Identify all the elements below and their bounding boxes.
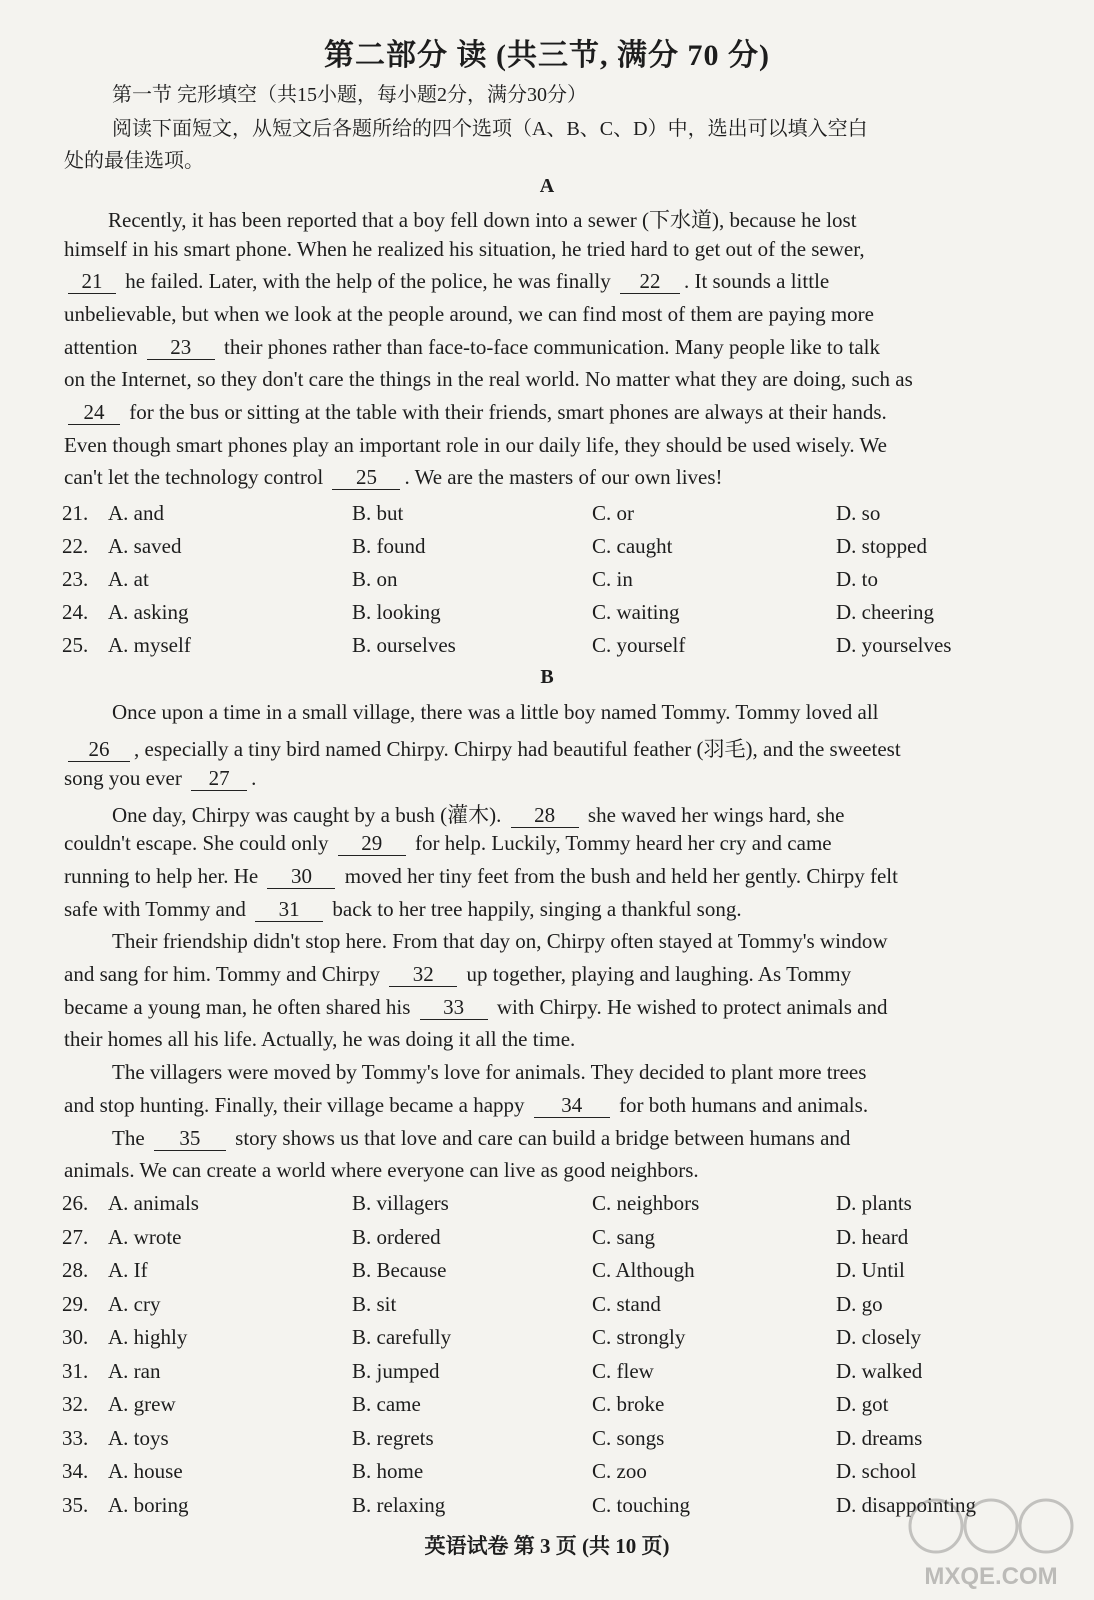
- question-row: [62, 1292, 1042, 1320]
- question-number: 33.: [62, 1425, 89, 1450]
- option-c[interactable]: C. zoo: [592, 1459, 647, 1483]
- option-b[interactable]: B. came: [352, 1392, 421, 1416]
- question-number: 22.: [62, 534, 89, 558]
- blank-31[interactable]: 31: [255, 898, 323, 922]
- question-row: [62, 1426, 1042, 1454]
- blank-24[interactable]: 24: [68, 401, 120, 425]
- blank-32[interactable]: 32: [389, 963, 457, 987]
- question-row: [62, 501, 1042, 529]
- blank-22[interactable]: 22: [620, 270, 680, 294]
- option-d[interactable]: D. closely: [836, 1325, 922, 1349]
- part-title: 第二部分 读 (共三节, 满分 70 分): [324, 39, 770, 72]
- passage-b-line: Once upon a time in a small village, there was a little boy named Tommy. Tommy loved all: [112, 700, 879, 724]
- option-b[interactable]: B. home: [352, 1459, 424, 1483]
- option-c[interactable]: C. songs: [592, 1425, 665, 1450]
- question-row: [62, 633, 1042, 661]
- passage-a-line: 21 he failed. Later, with the help of the police, he was finally 22 . It sounds a little: [64, 269, 1015, 294]
- passage-b-line: Their friendship didn't stop here. From that day on, Chirpy often stayed at Tommy's window: [112, 929, 888, 953]
- option-d[interactable]: D. stopped: [836, 534, 927, 558]
- option-b[interactable]: B. sit: [352, 1291, 397, 1316]
- option-b[interactable]: B. Because: [352, 1258, 447, 1282]
- instruction-line-1: 阅读下面短文，从短文后各题所给的四个选项（A、B、C、D）中，选出可以填入空白: [112, 118, 868, 140]
- option-a[interactable]: A. and: [108, 501, 164, 525]
- passage-b-line: song you ever 27 .: [64, 766, 257, 790]
- question-number: 26.: [62, 1191, 89, 1215]
- option-c[interactable]: C. caught: [592, 534, 673, 558]
- question-row: [62, 534, 1042, 562]
- page-footer: 英语试卷 第 3 页 (共 10 页): [424, 1534, 670, 1558]
- question-row: [62, 600, 1042, 628]
- question-row: [62, 1258, 1042, 1286]
- option-c[interactable]: C. broke: [592, 1392, 665, 1416]
- question-row: [62, 1191, 1042, 1219]
- option-d[interactable]: D. got: [836, 1392, 889, 1416]
- passage-a-line: on the Internet, so they don't care the things in the real world. No matter what they are doing, such as: [64, 367, 913, 391]
- passage-b-letter: B: [540, 666, 554, 688]
- question-number: 30.: [62, 1325, 89, 1349]
- option-b[interactable]: B. but: [352, 501, 404, 525]
- question-number: 28.: [62, 1258, 89, 1282]
- option-c[interactable]: C. flew: [592, 1358, 654, 1383]
- option-a[interactable]: A. If: [108, 1258, 148, 1282]
- option-b[interactable]: B. on: [352, 567, 398, 591]
- blank-34[interactable]: 34: [534, 1094, 610, 1118]
- watermark-text: MXQE.COM: [924, 1563, 1058, 1590]
- question-number: 25.: [62, 633, 89, 657]
- option-c[interactable]: C. in: [592, 567, 633, 591]
- option-c[interactable]: C. or: [592, 501, 634, 525]
- option-b[interactable]: B. found: [352, 534, 426, 558]
- option-d[interactable]: D. disappointing: [836, 1492, 976, 1517]
- question-number: 24.: [62, 600, 89, 624]
- question-number: 23.: [62, 567, 89, 591]
- question-row: [62, 567, 1042, 595]
- blank-35[interactable]: 35: [154, 1127, 226, 1151]
- passage-b-line: 26 , especially a tiny bird named Chirpy. Chirpy had beautiful feather (羽毛), and the sweetest: [64, 733, 1024, 763]
- passage-b-line: and sang for him. Tommy and Chirpy 32 up together, playing and laughing. As Tommy: [64, 962, 852, 986]
- option-c[interactable]: C. stand: [592, 1291, 661, 1316]
- option-d[interactable]: D. plants: [836, 1191, 912, 1215]
- blank-29[interactable]: 29: [338, 832, 406, 856]
- passage-a-line: 24 for the bus or sitting at the table with their friends, smart phones are always at their hands.: [64, 400, 1015, 425]
- option-a[interactable]: A. grew: [108, 1392, 176, 1416]
- instruction-line-2: 处的最佳选项。: [64, 150, 204, 172]
- question-number: 34.: [62, 1459, 89, 1483]
- passage-b-line: safe with Tommy and 31 back to her tree happily, singing a thankful song.: [64, 897, 742, 921]
- blank-21[interactable]: 21: [68, 270, 116, 294]
- passage-a-line: Recently, it has been reported that a boy fell down into a sewer (下水道), because he lost: [108, 208, 857, 232]
- option-b[interactable]: B. jumped: [352, 1358, 440, 1383]
- passage-b-line: couldn't escape. She could only 29 for help. Luckily, Tommy heard her cry and came: [64, 831, 832, 855]
- option-c[interactable]: C. Although: [592, 1258, 695, 1282]
- blank-26[interactable]: 26: [68, 738, 130, 762]
- passage-a-letter: A: [539, 175, 555, 197]
- option-a[interactable]: A. wrote: [108, 1224, 182, 1249]
- question-number: 21.: [62, 501, 89, 525]
- option-c[interactable]: C. strongly: [592, 1325, 686, 1349]
- passage-b-line: The villagers were moved by Tommy's love for animals. They decided to plant more trees: [112, 1060, 867, 1084]
- option-d[interactable]: D. to: [836, 567, 878, 591]
- watermark-logo: [896, 1488, 1086, 1592]
- option-a[interactable]: A. asking: [108, 600, 189, 624]
- passage-b-line: The 35 story shows us that love and care can build a bridge between humans and: [112, 1126, 851, 1150]
- question-row: [62, 1493, 1042, 1521]
- option-d[interactable]: D. yourselves: [836, 633, 952, 657]
- passage-a-line: himself in his smart phone. When he realized his situation, he tried hard to get out of the sewer,: [64, 237, 865, 261]
- option-d[interactable]: D. so: [836, 501, 881, 525]
- option-b[interactable]: B. villagers: [352, 1191, 449, 1215]
- option-d[interactable]: D. Until: [836, 1258, 905, 1282]
- question-number: 27.: [62, 1224, 89, 1249]
- option-a[interactable]: A. at: [108, 567, 149, 591]
- option-a[interactable]: A. boring: [108, 1492, 189, 1517]
- passage-b-line: became a young man, he often shared his 33 with Chirpy. He wished to protect animals and: [64, 995, 888, 1019]
- blank-30[interactable]: 30: [267, 865, 335, 889]
- question-row: [62, 1225, 1042, 1253]
- blank-27[interactable]: 27: [191, 767, 247, 791]
- blank-33[interactable]: 33: [420, 996, 488, 1020]
- option-c[interactable]: C. neighbors: [592, 1191, 700, 1215]
- passage-b-line: their homes all his life. Actually, he was doing it all the time.: [64, 1027, 576, 1051]
- option-b[interactable]: B. relaxing: [352, 1492, 446, 1517]
- option-a[interactable]: A. animals: [108, 1191, 199, 1215]
- option-d[interactable]: D. go: [836, 1291, 883, 1316]
- option-a[interactable]: A. myself: [108, 633, 191, 657]
- passage-b-line: animals. We can create a world where everyone can live as good neighbors.: [64, 1158, 699, 1182]
- passage-b-line: One day, Chirpy was caught by a bush (灌木). 28 she waved her wings hard, she: [112, 803, 845, 827]
- question-number: 35.: [62, 1492, 89, 1517]
- question-row: [62, 1459, 1042, 1487]
- option-c[interactable]: C. waiting: [592, 600, 680, 624]
- passage-b-line: running to help her. He 30 moved her tiny feet from the bush and held her gently. Chirpy felt: [64, 864, 898, 888]
- option-d[interactable]: D. walked: [836, 1358, 923, 1383]
- option-a[interactable]: A. cry: [108, 1291, 161, 1316]
- passage-a-line: unbelievable, but when we look at the people around, we can find most of them are paying more: [64, 302, 874, 326]
- option-c[interactable]: C. yourself: [592, 633, 686, 657]
- question-number: 29.: [62, 1291, 89, 1316]
- option-a[interactable]: A. ran: [108, 1358, 161, 1383]
- option-b[interactable]: B. carefully: [352, 1325, 452, 1349]
- blank-23[interactable]: 23: [147, 336, 215, 360]
- option-d[interactable]: D. school: [836, 1459, 917, 1483]
- option-b[interactable]: B. ourselves: [352, 633, 456, 657]
- passage-a-line: can't let the technology control 25 . We are the masters of our own lives!: [64, 465, 723, 489]
- option-b[interactable]: B. looking: [352, 600, 441, 624]
- question-number: 32.: [62, 1392, 89, 1416]
- section-heading: 第一节 完形填空（共15小题，每小题2分，满分30分）: [112, 84, 587, 106]
- option-a[interactable]: A. house: [108, 1459, 183, 1483]
- option-d[interactable]: D. heard: [836, 1224, 909, 1249]
- question-row: [62, 1359, 1042, 1387]
- option-b[interactable]: B. regrets: [352, 1425, 434, 1450]
- option-a[interactable]: A. toys: [108, 1425, 169, 1450]
- passage-a-line: Even though smart phones play an important role in our daily life, they should be used wisely. We: [64, 433, 887, 457]
- blank-25[interactable]: 25: [332, 466, 400, 490]
- question-row: [62, 1392, 1042, 1420]
- option-d[interactable]: D. cheering: [836, 600, 934, 624]
- question-number: 31.: [62, 1358, 89, 1383]
- option-d[interactable]: D. dreams: [836, 1425, 923, 1450]
- passage-a-line: attention 23 their phones rather than face-to-face communication. Many people like to talk: [64, 335, 880, 359]
- question-row: [62, 1325, 1042, 1353]
- option-a[interactable]: A. saved: [108, 534, 182, 558]
- blank-28[interactable]: 28: [511, 804, 579, 828]
- option-b[interactable]: B. ordered: [352, 1224, 441, 1249]
- option-c[interactable]: C. touching: [592, 1492, 690, 1517]
- passage-b-line: and stop hunting. Finally, their village became a happy 34 for both humans and animals.: [64, 1093, 869, 1117]
- option-c[interactable]: C. sang: [592, 1224, 655, 1249]
- option-a[interactable]: A. highly: [108, 1325, 188, 1349]
